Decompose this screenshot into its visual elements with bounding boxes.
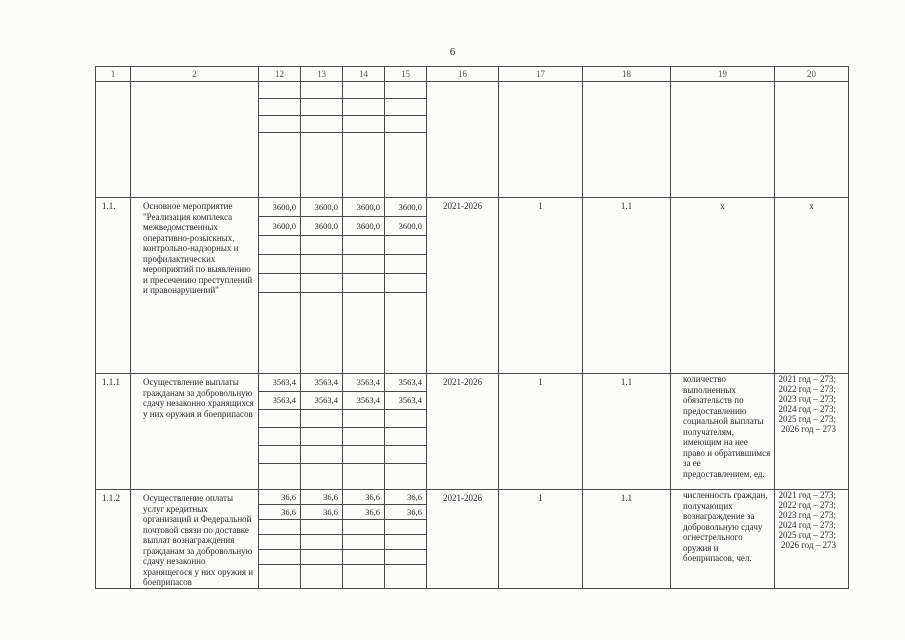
empty-subcell [301, 133, 342, 198]
col17-cell: 1 [499, 490, 583, 589]
value-cell: 3600,0 [385, 198, 426, 217]
empty-subcell [385, 410, 426, 428]
empty-subcell [385, 293, 426, 374]
empty-subcell [385, 274, 426, 293]
values-cell [301, 490, 343, 589]
values-cell [343, 82, 385, 198]
empty-subcell [301, 99, 342, 116]
empty-subcell [343, 255, 384, 274]
name-cell [131, 82, 259, 198]
empty-subcell [343, 116, 384, 133]
value-subtable [301, 374, 342, 489]
continuation-row [96, 82, 849, 198]
empty-subcell [343, 535, 384, 550]
values-cell [385, 198, 427, 374]
empty-subcell [385, 116, 426, 133]
column-header: 13 [301, 67, 343, 82]
empty-subcell [385, 464, 426, 490]
column-header: 20 [775, 67, 849, 82]
values-cell [259, 374, 301, 490]
empty-cell [499, 82, 583, 198]
value-cell: 3600,0 [301, 198, 342, 217]
program-table [95, 66, 849, 589]
empty-subcell [301, 410, 342, 428]
empty-subcell [259, 293, 300, 374]
header-row [96, 67, 849, 82]
empty-subcell [259, 116, 300, 133]
empty-subcell [343, 565, 384, 582]
column-header: 16 [427, 67, 499, 82]
values-cell [343, 490, 385, 589]
value-subtable [301, 198, 342, 373]
empty-subcell [301, 428, 342, 446]
indicator-cell: количество выполненных обязательств по предоставлению социальной выплаты получателям, имеющим на нее право и обратившимся за ее предоставлением, ед. [671, 374, 775, 490]
value-cell: 3563,4 [385, 374, 426, 392]
empty-subcell [301, 464, 342, 490]
empty-subcell [301, 274, 342, 293]
empty-subcell [259, 535, 300, 550]
empty-subcell [259, 565, 300, 582]
values-cell [385, 374, 427, 490]
empty-subcell [385, 99, 426, 116]
empty-subcell [301, 446, 342, 464]
value-cell: 3600,0 [259, 217, 300, 236]
empty-subcell [385, 520, 426, 535]
column-header: 18 [583, 67, 671, 82]
code-cell: 1.1. [96, 198, 131, 374]
value-cell: 36,6 [343, 505, 384, 520]
value-subtable [343, 490, 384, 581]
values-cell [301, 198, 343, 374]
column-header: 2 [131, 67, 259, 82]
value-cell: 36,6 [259, 505, 300, 520]
code-cell: 1.1.1 [96, 374, 131, 490]
value-subtable [343, 82, 384, 197]
empty-cell [671, 82, 775, 198]
target-year-value: 2022 год – 273; [778, 384, 836, 394]
value-subtable [343, 374, 384, 489]
values-cell [343, 374, 385, 490]
table-row [96, 490, 849, 589]
target-year-value: 2025 год – 273; [778, 530, 836, 540]
value-cell: 36,6 [259, 490, 300, 505]
value-subtable [259, 374, 300, 489]
empty-subcell [343, 82, 384, 99]
target-values-cell [775, 374, 849, 490]
name-cell: Осуществление оплаты услуг кредитных организаций и Федеральной почтовой связи по доставке выплат вознаграждения гражданам за добровольную сдачу незаконно хранящегося у них оружия и боеприпасов [131, 490, 259, 589]
values-cell [259, 82, 301, 198]
col18-cell: 1.1 [583, 198, 671, 374]
value-cell: 3600,0 [385, 217, 426, 236]
period-cell: 2021-2026 [427, 198, 499, 374]
empty-subcell [343, 520, 384, 535]
col18-cell: 1.1 [583, 374, 671, 490]
value-subtable [385, 374, 426, 489]
values-cell [259, 198, 301, 374]
value-cell: 36,6 [385, 505, 426, 520]
col17-cell: 1 [499, 374, 583, 490]
values-cell [301, 374, 343, 490]
target-year-value: 2023 год – 273; [778, 510, 836, 520]
empty-subcell [259, 82, 300, 99]
target-year-value: 2024 год – 273; [778, 520, 836, 530]
value-cell: 3600,0 [343, 198, 384, 217]
value-cell: 3600,0 [343, 217, 384, 236]
empty-subcell [343, 428, 384, 446]
value-cell: 3563,4 [301, 392, 342, 410]
value-cell: 3600,0 [301, 217, 342, 236]
empty-cell [583, 82, 671, 198]
empty-subcell [301, 565, 342, 582]
empty-subcell [385, 133, 426, 198]
empty-subcell [385, 550, 426, 565]
value-subtable [385, 490, 426, 581]
value-subtable [259, 198, 300, 373]
empty-subcell [385, 428, 426, 446]
empty-subcell [259, 410, 300, 428]
empty-subcell [343, 274, 384, 293]
empty-cell [427, 82, 499, 198]
empty-subcell [343, 446, 384, 464]
value-subtable [259, 82, 300, 197]
column-header: 17 [499, 67, 583, 82]
empty-subcell [259, 550, 300, 565]
indicator-cell: численность граждан, получающих вознаграждение за добровольную сдачу огнестрельного оружия и боеприпасов, чел. [671, 490, 775, 589]
column-header: 15 [385, 67, 427, 82]
table-row [96, 374, 849, 490]
value-cell: 3563,4 [301, 374, 342, 392]
empty-subcell [259, 274, 300, 293]
values-cell [385, 490, 427, 589]
value-subtable [385, 198, 426, 373]
target-year-value: 2024 год – 273; [778, 404, 836, 414]
col17-cell: 1 [499, 198, 583, 374]
target-year-value: 2026 год – 273 [780, 424, 836, 434]
value-cell: 3563,4 [343, 392, 384, 410]
value-cell: 3563,4 [385, 392, 426, 410]
column-header: 14 [343, 67, 385, 82]
values-cell [259, 490, 301, 589]
empty-subcell [259, 446, 300, 464]
empty-subcell [259, 133, 300, 198]
target-year-value: 2025 год – 273; [778, 414, 836, 424]
empty-subcell [385, 565, 426, 582]
target-year-value: 2021 год – 273; [778, 490, 836, 500]
value-subtable [301, 490, 342, 581]
empty-subcell [385, 82, 426, 99]
target-year-value: 2022 год – 273; [778, 500, 836, 510]
value-cell: 36,6 [301, 505, 342, 520]
value-cell: 3600,0 [259, 198, 300, 217]
code-cell: 1.1.2 [96, 490, 131, 589]
values-cell [343, 198, 385, 374]
empty-subcell [301, 116, 342, 133]
empty-subcell [301, 236, 342, 255]
empty-subcell [385, 535, 426, 550]
value-cell: 3563,4 [259, 374, 300, 392]
empty-subcell [259, 464, 300, 490]
empty-subcell [259, 520, 300, 535]
empty-subcell [343, 464, 384, 490]
empty-subcell [301, 82, 342, 99]
value-cell: 36,6 [343, 490, 384, 505]
empty-subcell [343, 410, 384, 428]
value-subtable [343, 198, 384, 373]
target-values-cell: x [775, 198, 849, 374]
empty-subcell [343, 99, 384, 116]
value-cell: 3563,4 [259, 392, 300, 410]
empty-subcell [301, 520, 342, 535]
empty-subcell [301, 550, 342, 565]
code-cell [96, 82, 131, 198]
empty-subcell [385, 446, 426, 464]
values-cell [301, 82, 343, 198]
period-cell: 2021-2026 [427, 374, 499, 490]
value-cell: 36,6 [301, 490, 342, 505]
target-year-value: 2023 год – 273; [778, 394, 836, 404]
value-subtable [301, 82, 342, 197]
period-cell: 2021-2026 [427, 490, 499, 589]
value-cell: 36,6 [385, 490, 426, 505]
value-cell: 3563,4 [343, 374, 384, 392]
name-cell: Осуществление выплаты гражданам за добровольную сдачу незаконно хранящихся у них оружия и боеприпасов [131, 374, 259, 490]
indicator-cell: x [671, 198, 775, 374]
empty-subcell [385, 236, 426, 255]
empty-subcell [301, 293, 342, 374]
empty-cell [775, 82, 849, 198]
page-number: 6 [449, 46, 456, 58]
empty-subcell [301, 535, 342, 550]
target-year-value: 2021 год – 273; [778, 374, 836, 384]
empty-subcell [259, 255, 300, 274]
column-header: 1 [96, 67, 131, 82]
target-year-value: 2026 год – 273 [780, 540, 836, 550]
empty-subcell [259, 99, 300, 116]
empty-subcell [259, 236, 300, 255]
empty-subcell [343, 133, 384, 198]
column-header: 19 [671, 67, 775, 82]
table-row [96, 198, 849, 374]
empty-subcell [301, 255, 342, 274]
empty-subcell [385, 255, 426, 274]
empty-subcell [343, 293, 384, 374]
values-cell [385, 82, 427, 198]
col18-cell: 1.1 [583, 490, 671, 589]
empty-subcell [343, 550, 384, 565]
target-values-cell [775, 490, 849, 589]
column-header: 12 [259, 67, 301, 82]
value-subtable [385, 82, 426, 197]
empty-subcell [259, 428, 300, 446]
value-subtable [259, 490, 300, 581]
empty-subcell [343, 236, 384, 255]
name-cell: Основное мероприятие "Реализация комплекса межведомственных оперативно-розыскных, контрольно-надзорных и профилактических мероприятий по выявлению и пресечению преступлений и правонарушений" [131, 198, 259, 374]
